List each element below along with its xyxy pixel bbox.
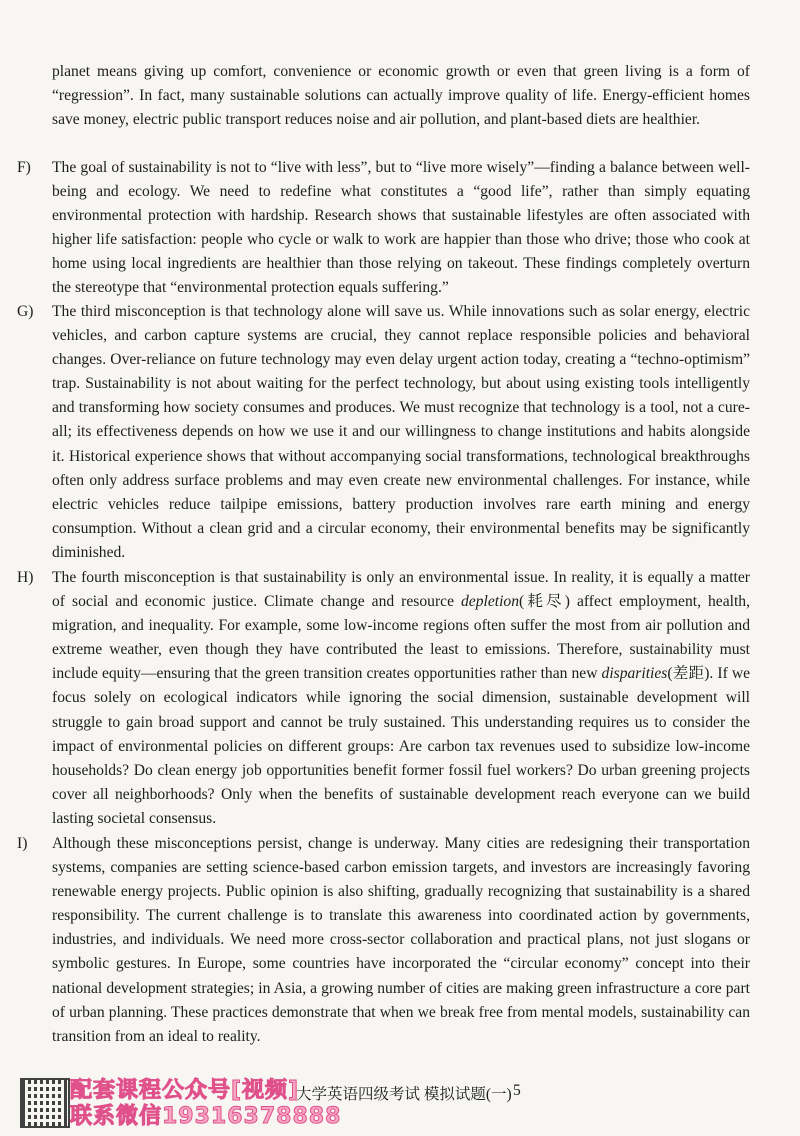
- glossed-word: disparities: [601, 665, 668, 683]
- paragraph-g: [17, 300, 750, 565]
- promo-line-2: 联系微信19316378888: [70, 1104, 342, 1129]
- text-run: The fourth misconception is that sustainability is only an environmental issue. In reality, it is equally a matter of social and economic justice. Climate change and resource: [52, 569, 750, 611]
- page-number: 5: [513, 1082, 521, 1099]
- paragraph-letter: F): [17, 159, 31, 176]
- paragraph-text: The third misconception is that technology alone will save us. While innovations such as solar energy, electric vehicles, and carbon capture systems are crucial, they cannot replace responsible policies and behavioral changes. Over-reliance on future technology may even delay urgent action today, creating a “techno-optimism” trap. Sustainability is not about waiting for the perfect technology, but about using existing tools intelligently and transforming how society consumes and produces. We must recognize that technology is a tool, not a cure-all; its effectiveness depends on how we use it and our willingness to change institutions and habits alongside it. Historical experience shows that without accompanying social transformations, technological breakthroughs often only address surface problems and may even create new environmental challenges. For instance, while electric vehicles reduce tailpipe emissions, battery production involves rare earth mining and energy consumption. Without a clean grid and a circular economy, their environmental benefits may be significantly diminished.: [52, 303, 750, 561]
- promo-line-1: 配套课程公众号[视频]: [70, 1078, 300, 1103]
- paragraph-text: [52, 566, 750, 831]
- paragraph-letter: H): [17, 569, 34, 586]
- paragraph-letter: I): [17, 835, 28, 852]
- paragraph-f: [17, 156, 750, 301]
- glossed-word: depletion: [461, 593, 520, 611]
- paragraph-letter: G): [17, 303, 34, 320]
- paragraph-e-continued: [52, 60, 750, 132]
- text-run: . If we focus solely on ecological indicators while ignoring the social dimension, sustainable development will struggle to gain broad support and cannot be truly sustained. This understanding requires us to consider the impact of environmental policies on different groups: Are carbon tax revenues used to subsidize low-income households? Do clean energy job opportunities benefit former fossil fuel workers? Do urban greening projects cover all neighborhoods? Only when the benefits of sustainable development reach everyone can we build lasting societal consensus.: [52, 665, 750, 827]
- chinese-gloss: (耗尽): [519, 593, 570, 611]
- paragraph-text: planet means giving up comfort, convenience or economic growth or even that green living is a form of “regression”. In fact, many sustainable solutions can actually improve quality of life. Energy-efficient homes save money, electric public transport reduces noise and air pollution, and plant-based diets are healthier.: [52, 63, 750, 129]
- page-footer: [0, 1078, 800, 1136]
- paragraph-text: The goal of sustainability is not to “live with less”, but to “live more wisely”—finding a balance between well-being and ecology. We need to redefine what constitutes a “good life”, rather than simply equating environmental protection with hardship. Research shows that sustainable lifestyles are often associated with higher life satisfaction: people who cycle or walk to work are happier than those who drive; those who cook at home using local ingredients are healthier than those relying on takeout. These findings completely overturn the stereotype that “environmental protection equals suffering.”: [52, 159, 750, 297]
- paragraph-h: [17, 566, 751, 831]
- chinese-gloss: (差距): [667, 665, 710, 683]
- paragraph-text: Although these misconceptions persist, change is underway. Many cities are redesigning their transportation systems, companies are setting science-based carbon emission targets, and investors are increasingly favoring renewable energy projects. Public opinion is also shifting, gradually recognizing that sustainability is a shared responsibility. The current challenge is to translate this awareness into coordinated action by governments, industries, and individuals. We need more cross-sector collaboration and practical plans, not just slogans or symbolic gestures. In Europe, some countries have incorporated the “circular economy” concept into their national development strategies; in Asia, a growing number of cities are making green infrastructure a core part of urban planning. These practices demonstrate that when we break free from mental models, sustainability can transition from an ideal to reality.: [52, 835, 750, 1045]
- paragraph-i: [17, 832, 750, 1049]
- text-run: affect employment, health, migration, and inequality. For example, some low-income regions often suffer the most from air pollution and extreme weather, even though they have contributed the least to emissions. Therefore, sustainability must include equity—ensuring that the green transition creates opportunities rather than new: [52, 593, 751, 683]
- qr-code-icon: [22, 1080, 68, 1126]
- book-title: 大学英语四级考试 模拟试题(一): [296, 1086, 512, 1103]
